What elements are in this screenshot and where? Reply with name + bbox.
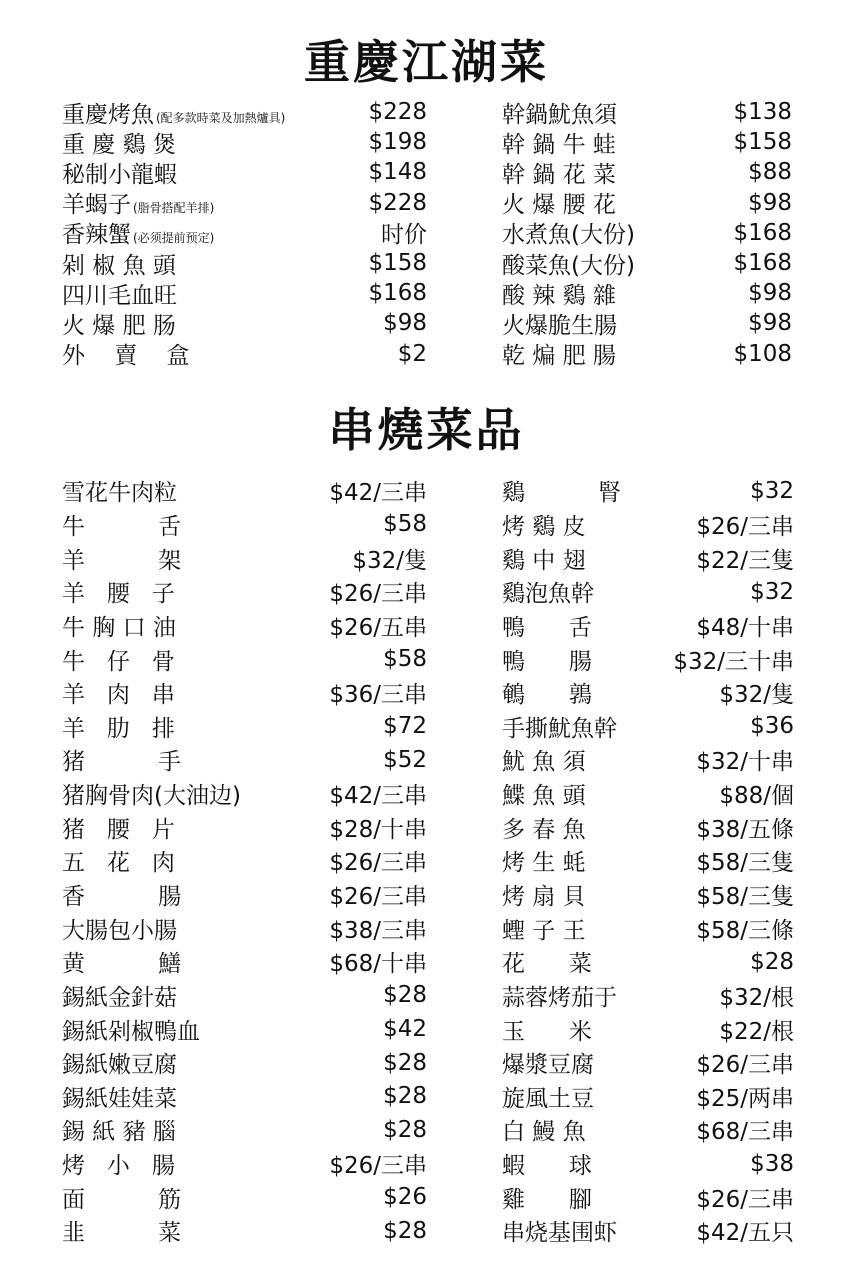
item-name: [62, 945, 181, 978]
item-name-text: 水煮魚(大份): [502, 222, 635, 249]
item-price: $32/根: [719, 984, 794, 1011]
item-name-text: 幹 鍋 花 菜: [502, 161, 616, 188]
item-name: [502, 307, 617, 340]
item-price: 时价: [381, 222, 427, 249]
menu-item: [502, 1214, 794, 1248]
item-name: [62, 1113, 176, 1146]
item-price: $148: [368, 159, 427, 186]
item-name-text: 香 腸: [62, 884, 182, 910]
item-price: $26/三串: [696, 1052, 794, 1079]
item-name-text: 火 爆 腰 花: [502, 192, 616, 219]
item-name: [62, 811, 175, 844]
item-name-text: 黄 鱔: [62, 951, 182, 978]
item-name: [502, 1181, 592, 1214]
item-name-text: 鴨 舌: [502, 614, 592, 641]
item-name-text: 秘制小龍蝦: [62, 161, 177, 188]
item-name-text: 重慶烤魚: [62, 101, 154, 128]
item-name-text: 錫紙嫩豆腐: [62, 1052, 177, 1079]
item-name: [62, 609, 176, 642]
menu-item: [502, 777, 794, 811]
item-name-text: 烤 生 蚝: [502, 850, 586, 877]
item-name-text: 猪 腰 片: [62, 816, 175, 843]
item-name: [62, 643, 175, 676]
item-name-text: 牛 舌: [62, 513, 182, 540]
item-note: (配多款時菜及加熱爐具): [156, 110, 286, 125]
menu-item: [502, 911, 794, 945]
item-name-text: 錫 紙 豬 腦: [62, 1119, 176, 1146]
item-name-text: 四川毛血旺: [62, 282, 177, 309]
item-name: [502, 337, 616, 370]
item-price: $52: [383, 746, 427, 773]
item-name: [502, 710, 617, 743]
item-note: (脂骨搭配羊排): [133, 201, 215, 216]
item-name: [62, 743, 181, 776]
menu-item: [502, 743, 794, 777]
item-name-text: 玉 米: [502, 1018, 592, 1045]
item-name: [62, 1147, 175, 1180]
item-price: $28/十串: [329, 816, 427, 843]
item-name-text: 幹鍋魷魚須: [502, 101, 617, 128]
item-name: [502, 126, 616, 159]
item-name-text: 烤 扇 貝: [502, 884, 586, 910]
item-name-text: 幹 鍋 牛 蛙: [502, 131, 616, 158]
item-name-text: 雞 腳: [502, 1186, 592, 1213]
item-name-text: 重 慶 鷄 煲: [62, 131, 176, 158]
menu-item: [502, 979, 794, 1013]
menu-item: [502, 1180, 794, 1214]
menu-item: [502, 575, 794, 609]
item-name: [62, 676, 175, 709]
item-name-text: 酸 辣 鷄 雜: [502, 282, 616, 309]
item-name-text: 羊蝎子: [62, 192, 131, 219]
item-name: [62, 844, 175, 877]
item-name-text: 手撕魷魚幹: [502, 715, 617, 742]
menu-item: [502, 248, 792, 278]
item-price: $28: [383, 1217, 427, 1244]
menu-item: [502, 1080, 794, 1114]
item-name-text: 鷄 腎: [502, 480, 622, 507]
item-name-text: 白 鰻 魚: [502, 1119, 586, 1146]
menu-item: [62, 1214, 427, 1248]
item-name: [502, 777, 586, 810]
item-name-text: 串烧基围虾: [502, 1220, 617, 1247]
item-name: [62, 307, 176, 340]
menu-item: [62, 1147, 427, 1181]
item-name: [502, 1013, 592, 1046]
menu-item: [502, 218, 792, 248]
item-price: $28: [383, 1116, 427, 1143]
menu-item: [502, 1046, 794, 1080]
menu-item: [62, 709, 427, 743]
item-price: $26/三串: [696, 513, 794, 540]
menu-item: [62, 810, 427, 844]
item-price: $72: [383, 713, 427, 740]
item-name: [62, 337, 190, 370]
item-price: $168: [733, 250, 792, 277]
item-price: $198: [368, 129, 427, 156]
item-price: $98: [748, 189, 792, 216]
item-price: $32/隻: [352, 547, 427, 574]
item-name: [62, 575, 175, 608]
item-name: [502, 878, 586, 911]
item-price: $42/五只: [696, 1220, 794, 1247]
item-price: $25/两串: [696, 1085, 794, 1112]
item-price: $48/十串: [696, 614, 794, 641]
item-name: [62, 247, 176, 280]
item-name: [502, 247, 635, 280]
item-price: $42/三串: [329, 783, 427, 810]
item-name-text: 錫紙金針菇: [62, 984, 177, 1011]
item-name: [502, 676, 592, 709]
item-name-text: 猪胸骨肉(大油边): [62, 783, 241, 810]
item-name: [62, 710, 175, 743]
item-name-text: 羊 腰 子: [62, 581, 175, 608]
item-name-text: 面 筋: [62, 1186, 182, 1213]
item-name: [502, 474, 621, 507]
menu-item: [62, 308, 427, 338]
menu-item: [62, 676, 427, 710]
item-price: $58: [383, 511, 427, 538]
item-price: $36: [750, 713, 794, 740]
item-price: $28: [383, 982, 427, 1009]
item-name: [62, 1181, 181, 1214]
item-price: $58: [383, 646, 427, 673]
item-name-text: 魷 魚 須: [502, 749, 586, 776]
menu-item: [502, 844, 794, 878]
menu-item: [62, 188, 427, 218]
item-name-text: 香辣蟹: [62, 222, 131, 249]
menu-item: [62, 339, 427, 369]
menu-item: [62, 248, 427, 278]
menu-item: [502, 97, 792, 127]
menu-item: [502, 609, 794, 643]
menu-item: [62, 878, 427, 912]
menu-item: [62, 1180, 427, 1214]
item-name-text: 蒜蓉烤茄于: [502, 984, 617, 1011]
item-price: $88/個: [719, 783, 794, 810]
item-name: [62, 1046, 177, 1079]
item-price: $26/三串: [329, 1153, 427, 1180]
item-price: $26/三串: [696, 1186, 794, 1213]
item-name-text: 花 菜: [502, 951, 592, 978]
item-price: $98: [383, 310, 427, 337]
item-name-text: 鵪 鶉: [502, 682, 592, 709]
item-price: $88: [748, 159, 792, 186]
menu-item: [502, 676, 794, 710]
item-name: [502, 156, 616, 189]
menu-item: [62, 575, 427, 609]
item-name-text: 羊 肋 排: [62, 715, 175, 742]
item-name-text: 旋風土豆: [502, 1085, 594, 1112]
item-price: $32/十串: [696, 749, 794, 776]
item-name-text: 蝦 球: [502, 1153, 592, 1180]
item-price: $22/三隻: [696, 547, 794, 574]
item-name-text: 鴨 腸: [502, 648, 592, 675]
item-name: [62, 508, 181, 541]
section-title-skewers: 串燒菜品: [328, 403, 525, 457]
item-name: [502, 542, 586, 575]
item-price: $108: [733, 340, 792, 367]
item-price: $68/十串: [329, 951, 427, 978]
item-price: $26/五串: [329, 614, 427, 641]
item-price: $98: [748, 280, 792, 307]
menu-item: [502, 1147, 794, 1181]
menu-item: [502, 1113, 794, 1147]
item-name-text: 牛 仔 骨: [62, 648, 175, 675]
menu-item: [62, 97, 427, 127]
item-note: (必须提前预定): [133, 231, 215, 246]
item-price: $138: [733, 99, 792, 126]
item-name: [502, 216, 635, 249]
menu-item: [62, 609, 427, 643]
item-name-text: 錫紙剁椒鴨血: [62, 1018, 200, 1045]
item-price: $58/三隻: [696, 884, 794, 910]
item-price: $158: [733, 129, 792, 156]
item-name: [502, 912, 586, 945]
item-name: [502, 186, 616, 219]
menu-item: [62, 1046, 427, 1080]
item-price: $28: [750, 948, 794, 975]
item-name: [502, 1214, 617, 1247]
item-name-text: 鷄泡魚幹: [502, 581, 594, 608]
menu-item: [62, 945, 427, 979]
menu-item: [502, 339, 792, 369]
menu-item: [502, 1012, 794, 1046]
item-name: [502, 1080, 594, 1113]
menu-item: [502, 157, 792, 187]
item-name: [62, 878, 181, 911]
menu-item: [502, 945, 794, 979]
menu-column: [62, 474, 427, 1248]
menu-column: [502, 474, 794, 1248]
menu-item: [502, 308, 792, 338]
item-name-text: 外 賣 盒: [62, 343, 190, 370]
item-name: [502, 277, 616, 310]
item-price: $28: [383, 1049, 427, 1076]
menu-item: [62, 218, 427, 248]
item-price: $38/五條: [696, 816, 794, 843]
item-price: $228: [368, 99, 427, 126]
item-price: $26/三串: [329, 850, 427, 877]
menu-item: [502, 810, 794, 844]
item-price: $22/根: [719, 1018, 794, 1045]
item-name: [62, 1080, 177, 1113]
section-title-chongqing: 重慶江湖菜: [304, 35, 549, 89]
menu-item: [502, 541, 794, 575]
item-name: [62, 216, 214, 249]
item-price: $168: [733, 219, 792, 246]
item-name-text: 雪花牛肉粒: [62, 480, 177, 507]
item-name-text: 烤 小 腸: [62, 1153, 175, 1180]
item-name-text: 鷄 中 翅: [502, 547, 586, 574]
item-name: [62, 277, 177, 310]
menu-item: [62, 508, 427, 542]
item-name: [502, 96, 617, 129]
item-name-text: 韭 菜: [62, 1220, 182, 1247]
item-price: $26: [383, 1184, 427, 1211]
menu-item: [62, 474, 427, 508]
item-name: [502, 609, 592, 642]
menu-item: [502, 709, 794, 743]
item-name-text: 錫紙娃娃菜: [62, 1085, 177, 1112]
menu-item: [502, 474, 794, 508]
item-name: [502, 743, 586, 776]
item-name-text: 羊 肉 串: [62, 682, 175, 709]
item-name-text: 鰈 魚 頭: [502, 783, 586, 810]
item-price: $228: [368, 189, 427, 216]
item-name: [62, 96, 285, 129]
item-name-text: 烤 鷄 皮: [502, 513, 586, 540]
menu-item: [62, 979, 427, 1013]
item-name: [62, 126, 176, 159]
item-name-text: 酸菜魚(大份): [502, 252, 635, 279]
menu-item: [62, 127, 427, 157]
item-name-text: 爆漿豆腐: [502, 1052, 594, 1079]
item-price: $58/三條: [696, 917, 794, 944]
menu-item: [502, 642, 794, 676]
item-price: $36/三串: [329, 682, 427, 709]
item-price: $26/三串: [329, 581, 427, 608]
menu-item: [62, 1080, 427, 1114]
item-name: [502, 844, 586, 877]
item-price: $32: [750, 477, 794, 504]
menu-item: [62, 278, 427, 308]
item-name: [62, 1013, 200, 1046]
menu-item: [62, 1012, 427, 1046]
item-name: [502, 1046, 594, 1079]
item-name: [62, 979, 177, 1012]
item-name: [62, 474, 177, 507]
item-price: $2: [397, 340, 427, 367]
item-name: [62, 777, 241, 810]
item-name: [502, 575, 594, 608]
item-name-text: 剁 椒 魚 頭: [62, 252, 176, 279]
item-name: [502, 508, 586, 541]
item-price: $42/三串: [329, 480, 427, 507]
item-name-text: 猪 手: [62, 749, 182, 776]
item-price: $158: [368, 250, 427, 277]
menu-item: [502, 508, 794, 542]
item-name-text: 五 花 肉: [62, 850, 175, 877]
item-name: [62, 186, 214, 219]
item-name: [62, 156, 177, 189]
item-name-text: 牛 胸 口 油: [62, 614, 176, 641]
item-price: $58/三隻: [696, 850, 794, 877]
menu-item: [62, 642, 427, 676]
item-name: [62, 1214, 181, 1247]
item-price: $32/三十串: [673, 648, 794, 675]
menu-item: [62, 1113, 427, 1147]
item-name: [502, 1147, 592, 1180]
item-price: $38/三串: [329, 917, 427, 944]
menu-item: [62, 743, 427, 777]
menu-item: [62, 844, 427, 878]
menu-item: [62, 157, 427, 187]
menu-item: [502, 878, 794, 912]
item-name: [502, 643, 592, 676]
item-price: $32/隻: [719, 682, 794, 709]
item-name-text: 火爆脆生腸: [502, 312, 617, 339]
item-name-text: 羊 架: [62, 547, 182, 574]
menu-column: [62, 97, 427, 369]
item-name: [62, 912, 177, 945]
item-name: [502, 811, 586, 844]
item-name: [62, 542, 181, 575]
item-price: $168: [368, 280, 427, 307]
item-name-text: 乾 煸 肥 腸: [502, 343, 616, 370]
item-name: [502, 979, 617, 1012]
item-name-text: 火 爆 肥 肠: [62, 312, 176, 339]
item-price: $42: [383, 1016, 427, 1043]
item-price: $28: [383, 1083, 427, 1110]
item-price: $32: [750, 578, 794, 605]
menu-item: [62, 777, 427, 811]
menu-item: [62, 911, 427, 945]
item-name: [502, 1113, 586, 1146]
menu-column: [502, 97, 792, 369]
item-price: $68/三串: [696, 1119, 794, 1146]
item-price: $38: [750, 1150, 794, 1177]
item-price: $26/三串: [329, 884, 427, 910]
item-name-text: 大腸包小腸: [62, 917, 177, 944]
menu-item: [502, 127, 792, 157]
menu-item: [502, 188, 792, 218]
item-name: [502, 945, 592, 978]
menu-item: [502, 278, 792, 308]
item-name-text: 蟶 子 王: [502, 917, 586, 944]
item-name-text: 多 春 魚: [502, 816, 586, 843]
item-price: $98: [748, 310, 792, 337]
menu-item: [62, 541, 427, 575]
